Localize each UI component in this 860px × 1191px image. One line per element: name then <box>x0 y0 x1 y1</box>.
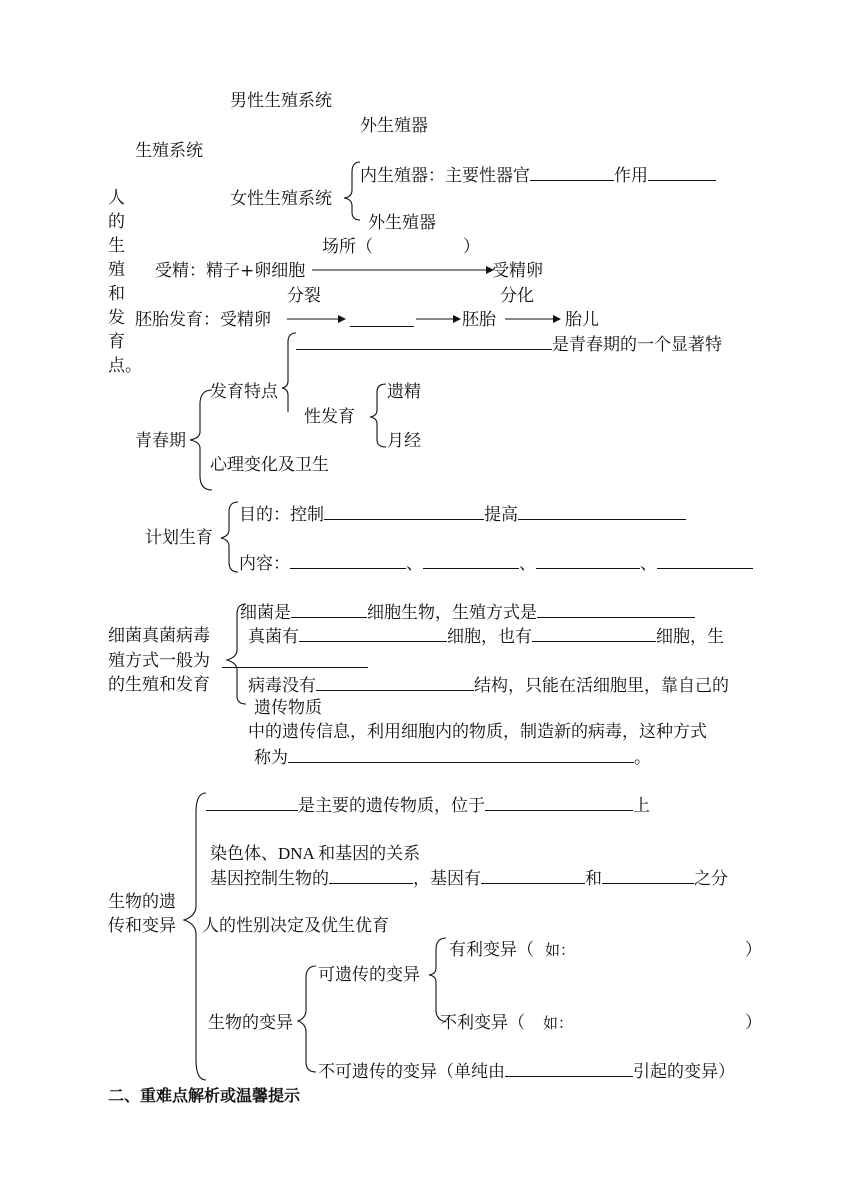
and-label: 和 <box>585 869 602 889</box>
content-line <box>239 553 753 574</box>
blank-bacteria-reproduction <box>537 602 695 618</box>
development-features-label: 发育特点 <box>210 382 278 402</box>
vertical-char: 和 <box>108 284 125 304</box>
vertical-char: 发 <box>108 308 125 328</box>
blank-function <box>648 165 716 181</box>
virus-structure-label: 结构，只能在活细胞里，靠自己的 <box>474 676 729 696</box>
vertical-char: 生 <box>108 236 125 256</box>
bracket-variation <box>298 966 316 1072</box>
period: 。 <box>634 748 651 768</box>
blank-improve <box>518 504 686 520</box>
differentiation-label: 分化 <box>500 286 534 306</box>
harmful-close-paren: ） <box>745 1013 762 1033</box>
blank-main-genetic <box>206 795 298 811</box>
female-external-organs: 外生殖器 <box>368 213 436 233</box>
separator: 、 <box>406 554 423 574</box>
bracket-family-planning <box>221 502 238 572</box>
embryo-label: 胚胎 <box>462 310 496 330</box>
site-close: ） <box>463 237 480 257</box>
improve-label: 提高 <box>484 505 518 525</box>
goal-line <box>239 504 686 525</box>
blank-bacteria-cell <box>291 602 367 618</box>
section-2-heading: 二、重难点解析或温馨提示 <box>108 1086 301 1105</box>
blank-location <box>485 795 633 811</box>
fertilization-label: 受精：精子+卵细胞 <box>155 261 306 281</box>
called-label: 称为 <box>254 748 288 768</box>
main-genetic-label: 是主要的遗传物质，位于 <box>298 796 485 816</box>
blank-content-1 <box>290 553 406 569</box>
fetus-label: 胎儿 <box>565 310 599 330</box>
blank-gene-controls <box>329 868 413 884</box>
female-reproductive-system: 女性生殖系统 <box>230 189 332 209</box>
male-reproductive-system: 男性生殖系统 <box>230 91 332 111</box>
notable-feature-text: 是青春期的一个显著特 <box>552 335 722 355</box>
main-genetic-line <box>206 795 650 816</box>
called-line <box>254 747 651 768</box>
blank-environment <box>505 1061 633 1077</box>
division-label: 分裂 <box>287 286 321 306</box>
blank-reproduction-method <box>222 652 368 668</box>
notable-feature-line <box>296 334 722 355</box>
puberty-title: 青春期 <box>135 431 186 451</box>
biological-variation-label: 生物的变异 <box>208 1013 293 1033</box>
beneficial-example-label: 如： <box>545 941 576 959</box>
embryo-development-label: 胚胎发育：受精卵 <box>135 310 271 330</box>
internal-organs-label: 内生殖器：主要性器官 <box>360 166 530 186</box>
menstruation-label: 月经 <box>387 431 421 451</box>
bacteria-cell-label: 细胞生物，生殖方式是 <box>367 603 537 623</box>
chromosome-relation-label: 染色体、DNA 和基因的关系 <box>210 844 421 863</box>
genetic-material-label: 遗传物质 <box>254 698 322 718</box>
blank-main-organ <box>530 165 614 181</box>
separator: 、 <box>519 554 536 574</box>
fungi-line <box>248 626 724 647</box>
nonheritable-label: 不可遗传的变异（单纯由 <box>318 1062 505 1082</box>
bacteria-line <box>240 602 695 623</box>
bracket-sexual-development <box>370 384 386 447</box>
microbes-title-line1: 细菌真菌病毒 <box>108 626 210 646</box>
psychology-hygiene-label: 心理变化及卫生 <box>210 455 329 475</box>
fungi-cell-end-label: 细胞，生 <box>656 627 724 647</box>
blank-control <box>324 504 484 520</box>
spermatorrhea-label: 遗精 <box>387 382 421 402</box>
blank-fungi-cell-2 <box>532 626 656 642</box>
heredity-title-line1: 生物的遗 <box>108 892 176 912</box>
content-label: 内容： <box>239 554 290 574</box>
beneficial-variation-label: 有利变异（ <box>449 940 534 960</box>
blank-fungi-cell-1 <box>299 626 447 642</box>
heritable-variation-label: 可遗传的变异 <box>318 965 420 985</box>
heredity-title-line2: 传和变异 <box>108 916 176 936</box>
sex-determination-label: 人的性别决定及优生优育 <box>202 916 389 936</box>
gene-has-label: ，基因有 <box>413 869 481 889</box>
bracket-development-features <box>282 333 296 412</box>
gene-control-line <box>210 868 728 889</box>
fungi-have-label: 真菌有 <box>248 627 299 647</box>
vertical-char: 人 <box>108 188 125 208</box>
vertical-char: 点。 <box>108 356 142 376</box>
blank-embryo-stage <box>350 311 414 327</box>
microbes-title-line3: 的生殖和发育 <box>108 675 210 695</box>
blank-gene-type-1 <box>481 868 585 884</box>
blank-content-4 <box>657 553 753 569</box>
blank-content-2 <box>423 553 519 569</box>
fertilized-egg: 受精卵 <box>492 261 543 281</box>
vertical-char: 殖 <box>108 260 125 280</box>
separator: 、 <box>640 554 657 574</box>
bracket-heredity <box>184 793 206 1080</box>
virus-no-label: 病毒没有 <box>248 676 316 696</box>
harmful-variation-label: 不利变异（ <box>440 1013 525 1033</box>
nonheritable-line <box>318 1061 735 1082</box>
gene-controls-label: 基因控制生物的 <box>210 869 329 889</box>
vertical-char: 育 <box>108 332 125 352</box>
beneficial-close-paren: ） <box>745 940 762 960</box>
blank-virus-structure <box>316 675 474 691</box>
blank-virus-reproduction <box>288 747 634 763</box>
blank-notable-feature <box>296 334 552 350</box>
microbes-title-line2: 殖方式一般为 <box>108 651 210 671</box>
blank-content-3 <box>536 553 640 569</box>
fungi-cell-also-label: 细胞，也有 <box>447 627 532 647</box>
virus-info-text: 中的遗传信息，利用细胞内的物质，制造新的病毒，这种方式 <box>248 722 707 742</box>
blank-gene-type-2 <box>602 868 694 884</box>
goal-label: 目的：控制 <box>239 505 324 525</box>
male-external-organs: 外生殖器 <box>360 116 428 136</box>
caused-label: 引起的变异） <box>633 1062 735 1082</box>
bracket-puberty <box>190 390 212 490</box>
reproductive-system-label: 生殖系统 <box>135 141 203 161</box>
sexual-development-label: 性发育 <box>304 407 355 427</box>
bracket-heritable-variation <box>429 938 446 1022</box>
bracket-female-system <box>344 162 360 220</box>
function-label: 作用 <box>614 166 648 186</box>
distinction-label: 之分 <box>694 869 728 889</box>
internal-organs-line <box>360 165 716 186</box>
bacteria-is-label: 细菌是 <box>240 603 291 623</box>
on-label: 上 <box>633 796 650 816</box>
site-label: 场所（ <box>322 237 373 257</box>
virus-line <box>248 675 729 696</box>
harmful-example-label: 如： <box>543 1014 574 1032</box>
vertical-char: 的 <box>108 212 125 232</box>
family-planning-title: 计划生育 <box>145 528 213 548</box>
